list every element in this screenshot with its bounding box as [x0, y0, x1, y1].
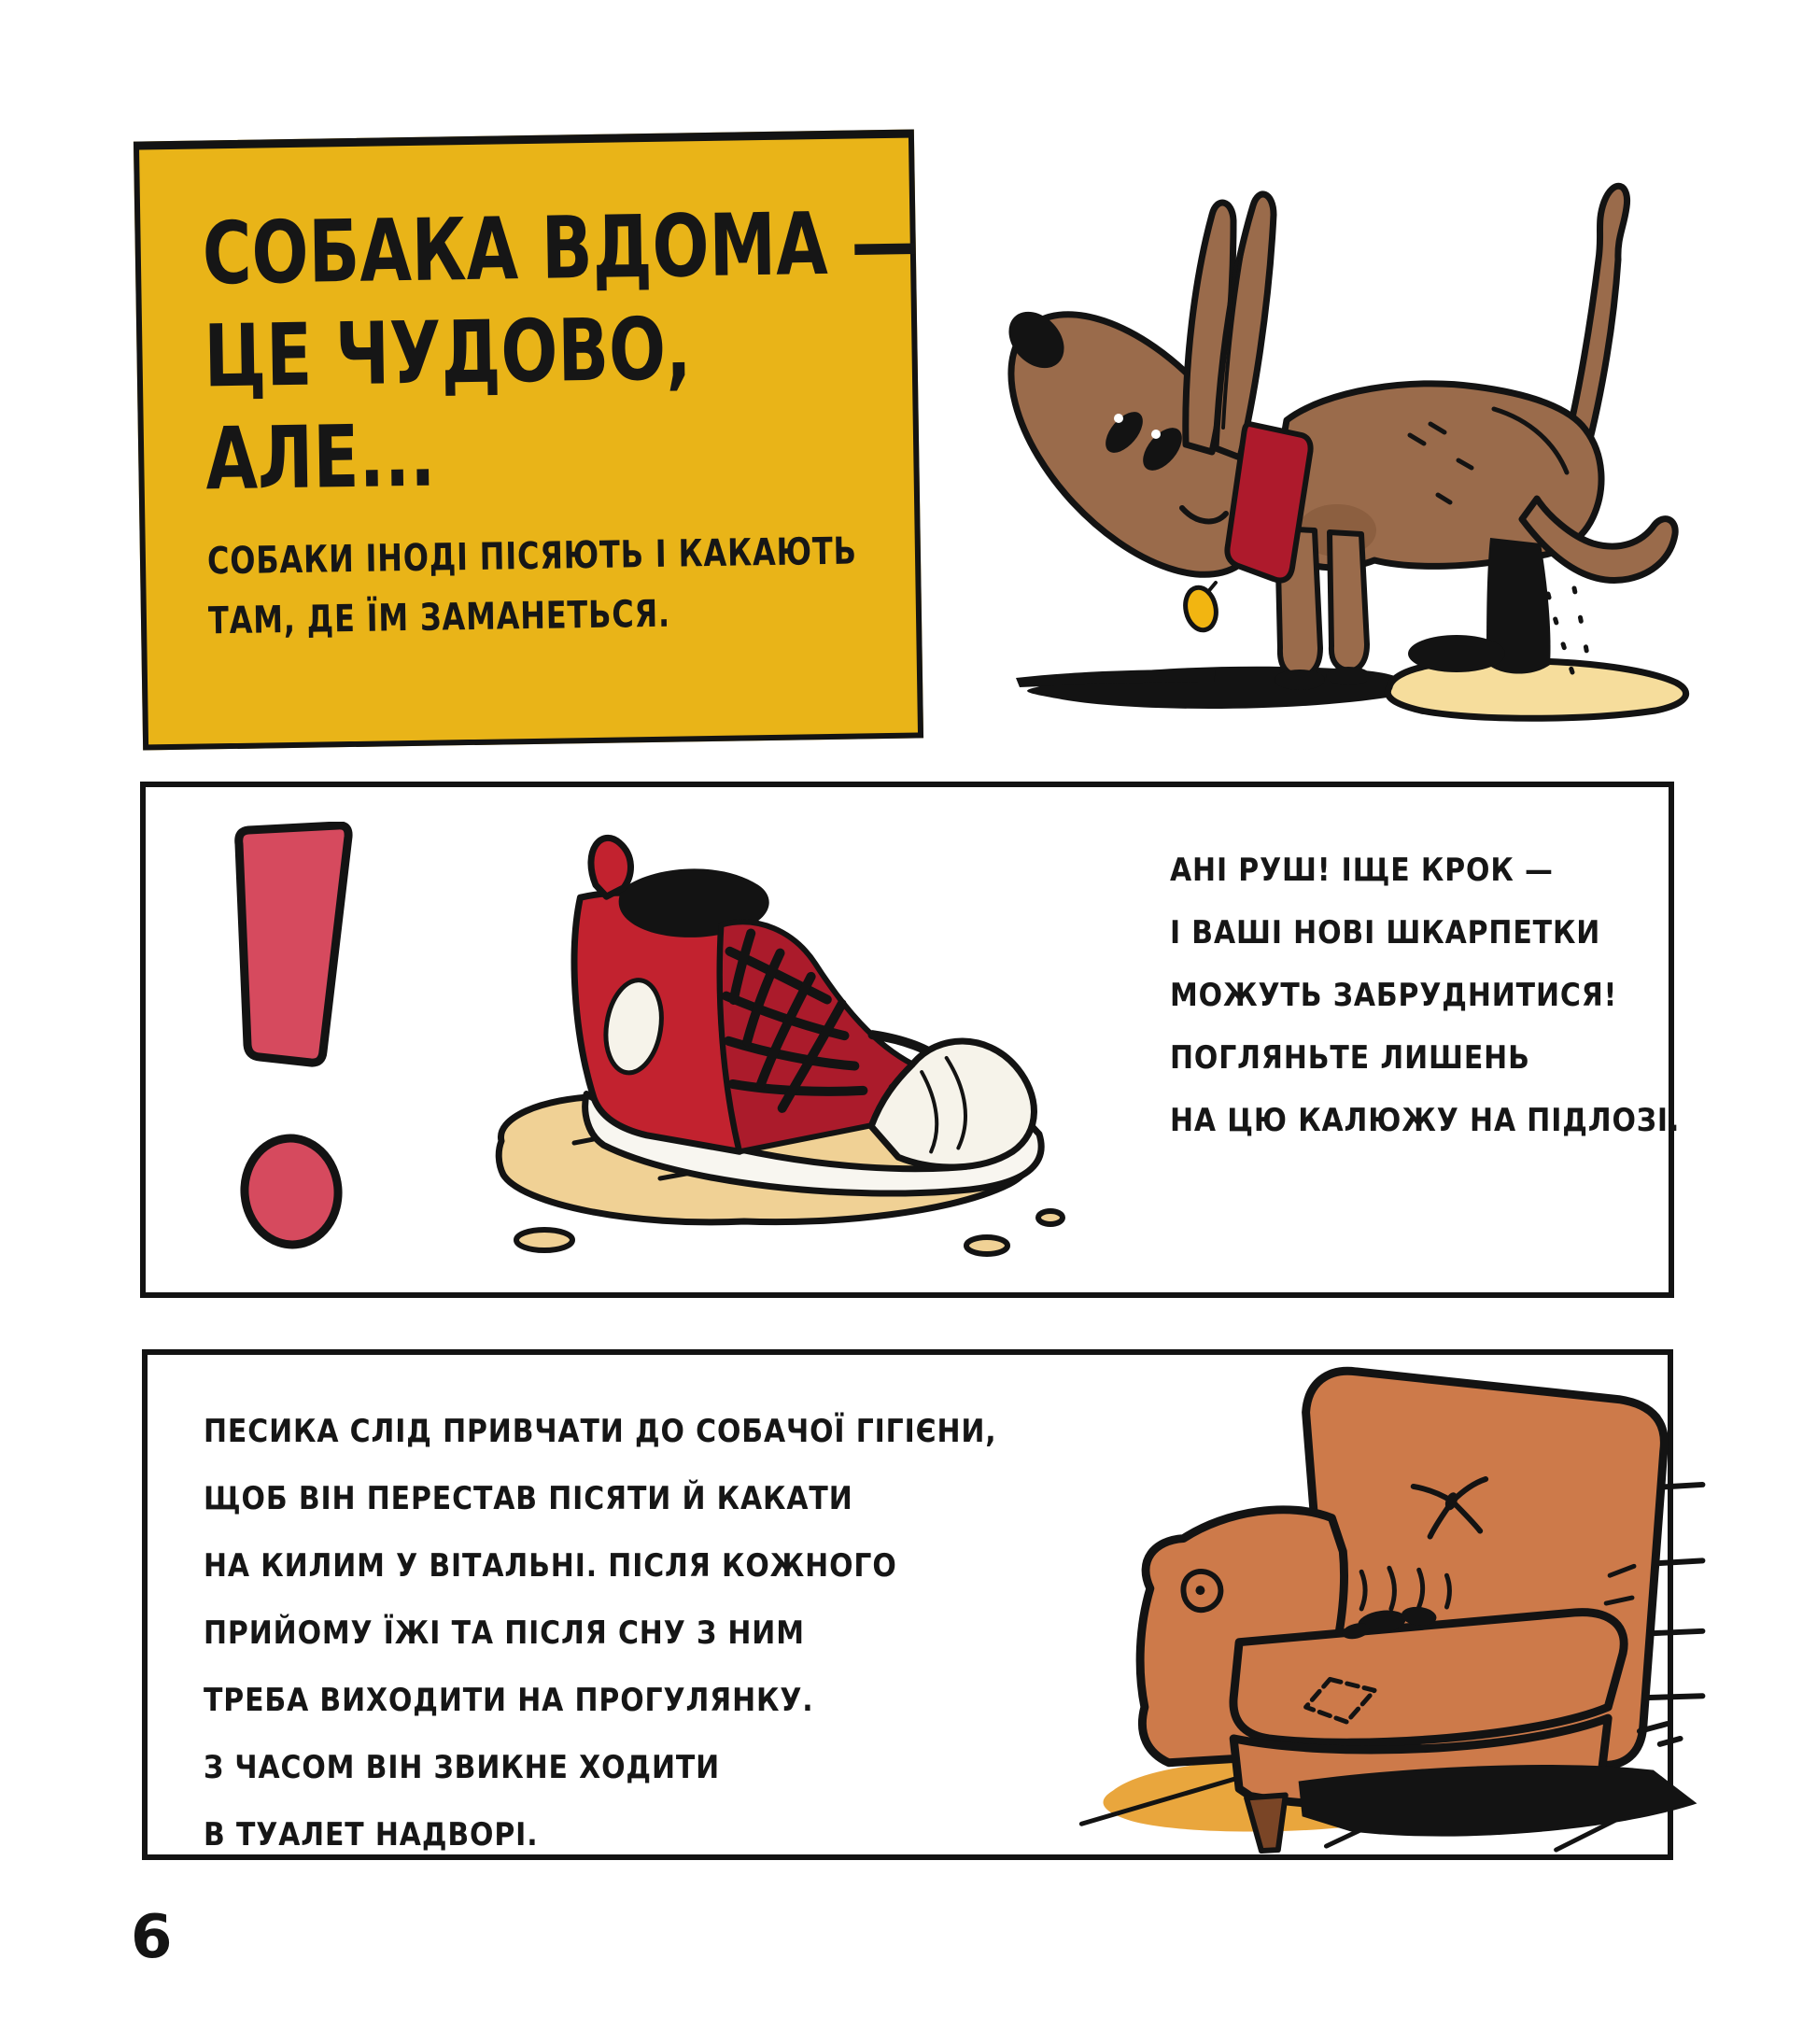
armchair-leg	[1247, 1795, 1286, 1851]
advice-text-block	[204, 1398, 1105, 1868]
warning-text-block	[1170, 839, 1750, 1152]
dog-eye-left-glint	[1114, 414, 1123, 423]
warning-line-5: НА ЦЮ КАЛЮЖУ НА ПІДЛОЗІ.	[1170, 1102, 1681, 1139]
advice-line-5: ТРЕБА ВИХОДИТИ НА ПРОГУЛЯНКУ.	[204, 1682, 814, 1719]
dog-tag	[1182, 585, 1220, 633]
page-title-line-2: ЦЕ ЧУДОВО,	[203, 299, 693, 407]
dog-hind-paw	[1408, 635, 1505, 672]
armchair-shadow	[1299, 1765, 1697, 1837]
page-title-line-1: СОБАКА ВДОМА —	[201, 192, 919, 304]
advice-line-6: З ЧАСОМ ВІН ЗВИКНЕ ХОДИТИ	[204, 1749, 721, 1786]
warning-line-2: І ВАШІ НОВІ ШКАРПЕТКИ	[1170, 914, 1601, 952]
dog-front-paw-1	[1275, 670, 1325, 690]
warning-line-3: МОЖУТЬ ЗАБРУДНИТИСЯ!	[1170, 977, 1618, 1014]
title-card	[134, 129, 923, 750]
exclamation-bar	[239, 825, 348, 1063]
subtitle-line-2: ТАМ, ДЕ ЇМ ЗАМАНЕТЬСЯ.	[207, 592, 671, 643]
sneaker-heel-pull	[590, 838, 632, 897]
advice-line-4: ПРИЙОМУ ЇЖІ ТА ПІСЛЯ СНУ З НИМ	[204, 1614, 805, 1652]
warning-line-1: АНІ РУШ! ІЩЕ КРОК —	[1170, 852, 1554, 889]
dog-front-leg-2	[1330, 532, 1367, 670]
warning-line-4: ПОГЛЯНЬТЕ ЛИШЕНЬ	[1170, 1039, 1530, 1077]
armchair-scroll-dot	[1195, 1586, 1204, 1595]
exclamation-mark-icon	[217, 822, 380, 1261]
advice-line-1: ПЕСИКА СЛІД ПРИВЧАТИ ДО СОБАЧОЇ ГІГІЄНИ,	[204, 1413, 997, 1450]
pee-stream-2	[1574, 588, 1589, 667]
puddle-drop-right	[966, 1237, 1007, 1254]
dog-front-paw-2	[1326, 667, 1371, 685]
puddle-drop-far-right	[1038, 1211, 1063, 1224]
advice-line-2: ЩОБ ВІН ПЕРЕСТАВ ПІСЯТИ Й КАКАТИ	[204, 1480, 853, 1517]
subtitle-line-1: СОБАКИ ІНОДІ ПІСЯЮТЬ І КАКАЮТЬ	[206, 529, 858, 584]
page-title-line-3: АЛЕ...	[204, 405, 437, 510]
advice-line-7: В ТУАЛЕТ НАДВОРІ.	[204, 1816, 539, 1854]
peeing-dog-illustration	[971, 129, 1774, 736]
dog-eye-right-glint	[1151, 430, 1161, 439]
advice-line-3: НА КИЛИМ У ВІТАЛЬНІ. ПІСЛЯ КОЖНОГО	[204, 1547, 897, 1585]
armchair-illustration	[1053, 1355, 1707, 1855]
title-card-subtitle	[207, 521, 898, 652]
puddle-drop-left	[516, 1230, 572, 1250]
exclamation-dot	[240, 1135, 343, 1248]
page-number: 6	[131, 1903, 173, 1972]
sneaker-in-puddle-illustration	[434, 814, 1088, 1286]
